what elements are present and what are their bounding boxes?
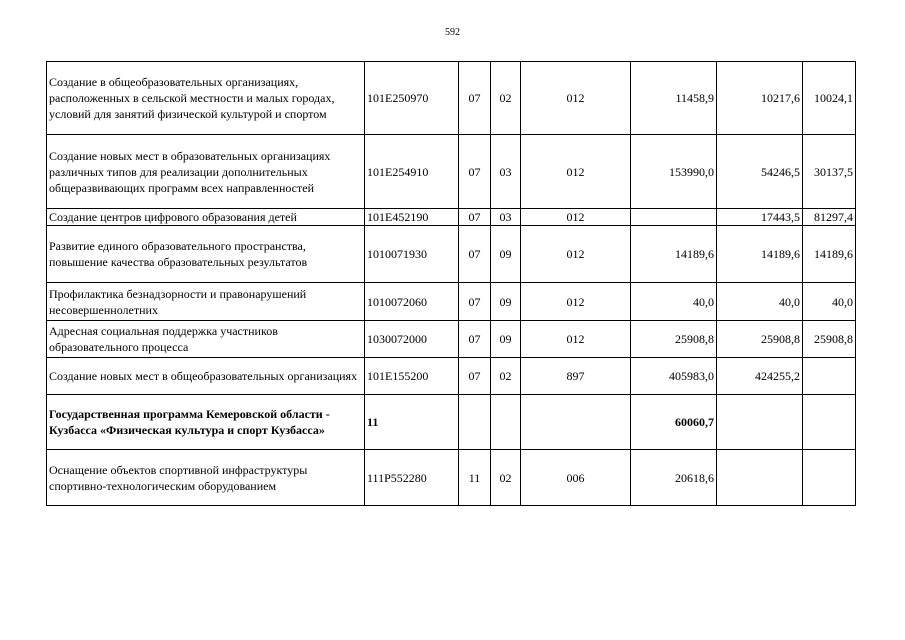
table-row [47,321,856,358]
row-code: 1030072000 [365,321,459,358]
row-value-3: 30137,5 [803,135,856,209]
row-expense-type: 012 [521,321,631,358]
row-value-3 [803,395,856,450]
row-value-3 [803,450,856,506]
row-value-3 [803,358,856,395]
row-subsection [491,395,521,450]
row-value-2: 10217,6 [717,62,803,135]
row-subsection: 02 [491,62,521,135]
row-value-2: 14189,6 [717,226,803,283]
row-code: 101E254910 [365,135,459,209]
row-expense-type: 012 [521,135,631,209]
row-name: Развитие единого образовательного пространства, повышение качества образовательных результатов [47,226,365,283]
row-value-3: 40,0 [803,283,856,321]
table-row-program [47,395,856,450]
row-value-1: 14189,6 [631,226,717,283]
row-code: 101E250970 [365,62,459,135]
row-name: Государственная программа Кемеровской области - Кузбасса «Физическая культура и спорт Кузбасса» [47,395,365,450]
row-value-1: 20618,6 [631,450,717,506]
row-code: 101E155200 [365,358,459,395]
budget-table [46,61,856,506]
row-value-2: 40,0 [717,283,803,321]
row-expense-type: 012 [521,62,631,135]
row-name: Оснащение объектов спортивной инфраструктуры спортивно-технологическим оборудованием [47,450,365,506]
table-row [47,209,856,226]
row-subsection: 03 [491,135,521,209]
table-row [47,283,856,321]
row-value-2: 17443,5 [717,209,803,226]
table-row [47,62,856,135]
row-subsection: 02 [491,450,521,506]
row-expense-type: 012 [521,209,631,226]
row-expense-type: 012 [521,283,631,321]
row-section: 07 [459,321,491,358]
row-section: 07 [459,226,491,283]
row-value-2 [717,395,803,450]
row-subsection: 09 [491,321,521,358]
table-row [47,226,856,283]
row-code: 11 [365,395,459,450]
row-name: Создание центров цифрового образования детей [47,209,365,226]
row-subsection: 09 [491,226,521,283]
table-row [47,135,856,209]
row-name: Профилактика безнадзорности и правонарушений несовершеннолетних [47,283,365,321]
row-section: 11 [459,450,491,506]
row-value-2: 25908,8 [717,321,803,358]
row-name: Создание новых мест в образовательных организациях различных типов для реализации дополнительных общеразвивающих программ всех направленностей [47,135,365,209]
row-code: 111P552280 [365,450,459,506]
table-row [47,358,856,395]
row-value-1: 405983,0 [631,358,717,395]
row-section [459,395,491,450]
row-name: Адресная социальная поддержка участников образовательного процесса [47,321,365,358]
table-row [47,450,856,506]
row-expense-type: 012 [521,226,631,283]
row-subsection: 02 [491,358,521,395]
row-value-3: 81297,4 [803,209,856,226]
row-value-1: 11458,9 [631,62,717,135]
row-code: 1010072060 [365,283,459,321]
row-name: Создание в общеобразовательных организациях, расположенных в сельской местности и малых городах, условий для занятий физической культурой и спортом [47,62,365,135]
row-section: 07 [459,358,491,395]
row-value-3: 14189,6 [803,226,856,283]
row-section: 07 [459,283,491,321]
row-expense-type: 897 [521,358,631,395]
row-expense-type [521,395,631,450]
row-expense-type: 006 [521,450,631,506]
row-name: Создание новых мест в общеобразовательных организациях [47,358,365,395]
row-value-2: 424255,2 [717,358,803,395]
row-code: 101E452190 [365,209,459,226]
row-value-3: 25908,8 [803,321,856,358]
row-code: 1010071930 [365,226,459,283]
row-value-1: 25908,8 [631,321,717,358]
row-subsection: 09 [491,283,521,321]
row-section: 07 [459,135,491,209]
row-value-1 [631,209,717,226]
row-value-2: 54246,5 [717,135,803,209]
row-value-2 [717,450,803,506]
row-value-1: 40,0 [631,283,717,321]
row-subsection: 03 [491,209,521,226]
row-section: 07 [459,62,491,135]
row-value-1: 153990,0 [631,135,717,209]
page-number: 592 [445,27,460,38]
row-value-3: 10024,1 [803,62,856,135]
row-section: 07 [459,209,491,226]
row-value-1: 60060,7 [631,395,717,450]
